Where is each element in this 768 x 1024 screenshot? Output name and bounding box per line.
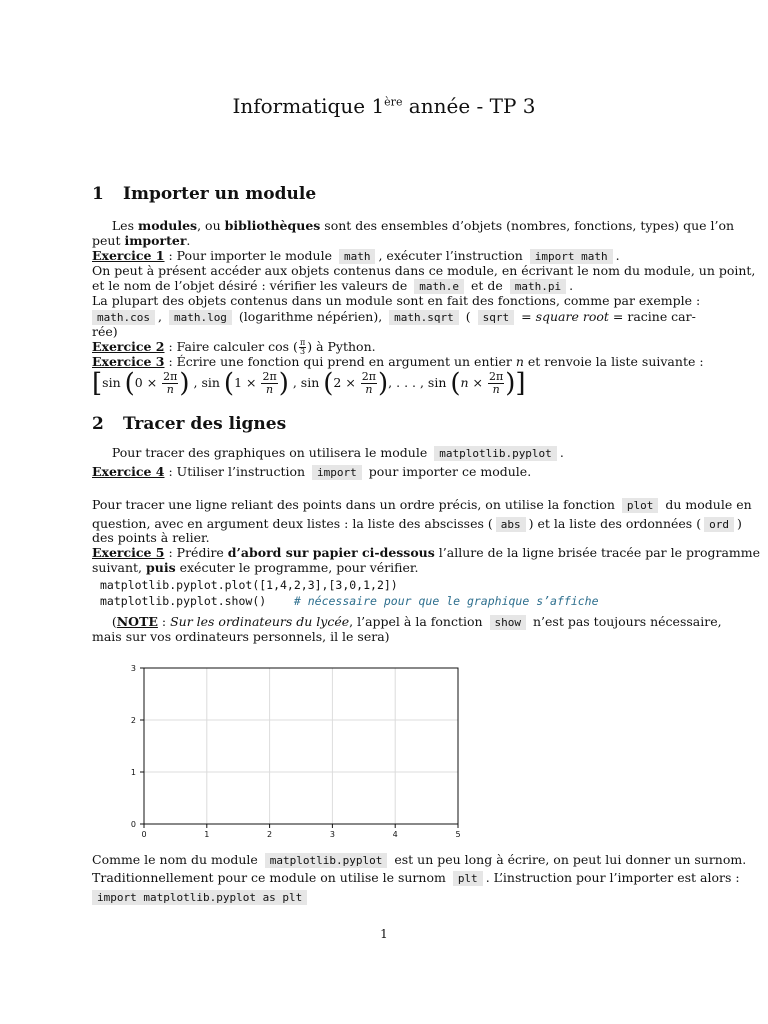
section-1-heading: 1 Importer un module: [92, 184, 317, 204]
document-title: Informatique 1ère année - TP 3: [232, 94, 536, 118]
s2-paragraph-3-cont: Traditionnellement pour ce module on utilise le surnom plt . L’instruction pour l’importer est alors :: [92, 870, 740, 885]
exercise-4: Exercice 4 : Utiliser l’instruction import pour importer ce module.: [92, 464, 532, 479]
s1-paragraph-3: La plupart des objets contenus dans un module sont en fait des fonctions, comme par exemple :: [92, 293, 701, 308]
s1-paragraph-3-cont: math.cos , math.log (logarithme népérien), math.sqrt ( sqrt = square root = racine car-: [92, 309, 675, 325]
code-comment: # nécessaire pour que le graphique s’affiche: [293, 594, 599, 608]
code-line-2: matplotlib.pyplot.show() # nécessaire pour que le graphique s’affiche: [100, 594, 599, 608]
x-tick-label: 0: [141, 830, 147, 839]
exercise-3-formula: [sin (0 × $\frac{2\pi}{n}$ ) , sin (1 × $\frac{2\pi}{n}$ ) , sin (2 × $\frac{2\pi}{n}$ ), . . . , sin (n × $\frac{2\pi}{n}$ )]: [92, 368, 526, 399]
s1-paragraph-3-end: rée): [92, 324, 118, 339]
exercise-3: Exercice 3 : Écrire une fonction qui prend en argument un entier n et renvoie la liste suivante :: [92, 354, 704, 369]
s2-paragraph-3: Comme le nom du module matplotlib.pyplot est un peu long à écrire, on peut lui donner un surnom.: [92, 852, 747, 867]
s2-paragraph-2-end: des points à relier.: [92, 530, 210, 545]
s1-paragraph-2: On peut à présent accéder aux objets contenus dans ce module, en écrivant le nom du module, un point,: [92, 263, 756, 278]
code-line-1: matplotlib.pyplot.plot([1,4,2,3],[3,0,1,2]): [100, 578, 398, 592]
s2-paragraph-2-cont: question, avec en argument deux listes : la liste des abscisses ( abs ) et la liste des ordonnées ( ord ): [92, 516, 742, 531]
y-tick-label: 1: [130, 768, 136, 777]
s2-paragraph-2: Pour tracer une ligne reliant des points dans un ordre précis, on utilise la fonction plot du module en: [92, 497, 752, 512]
plot-frame: [144, 668, 458, 824]
note-paragraph-cont: mais sur vos ordinateurs personnels, il le sera): [92, 629, 390, 644]
s2-import-alias-code: import matplotlib.pyplot as plt: [92, 889, 675, 905]
note-paragraph: (NOTE : Sur les ordinateurs du lycée, l’appel à la fonction show n’est pas toujours nécessaire,: [92, 614, 722, 629]
x-tick-label: 5: [455, 830, 461, 839]
exercise-5: Exercice 5 : Prédire d’abord sur papier ci-dessous l’allure de la ligne brisée tracée par le programme: [92, 545, 761, 560]
exercise-5-cont: suivant, puis exécuter le programme, pour vérifier.: [92, 560, 419, 575]
y-tick-label: 0: [130, 820, 136, 829]
x-tick-label: 1: [204, 830, 210, 839]
section-2-heading: 2 Tracer des lignes: [92, 414, 287, 434]
exercise-1: Exercice 1 : Pour importer le module math , exécuter l’instruction import math .: [92, 248, 620, 263]
s1-paragraph-1-cont: peut importer.: [92, 233, 191, 248]
x-tick-label: 3: [329, 830, 335, 839]
y-tick-label: 3: [130, 664, 136, 673]
x-tick-label: 4: [392, 830, 398, 839]
empty-line-chart: [120, 660, 470, 840]
s2-paragraph-1: Pour tracer des graphiques on utilisera le module matplotlib.pyplot .: [111, 445, 564, 460]
s1-paragraph-1: Les modules, ou bibliothèques sont des ensembles d’objets (nombres, fonctions, types) que l’on: [111, 218, 735, 233]
y-tick-label: 2: [130, 716, 136, 725]
s1-paragraph-2-cont: et le nom de l’objet désiré : vérifier les valeurs de math.e et de math.pi .: [92, 278, 574, 293]
page-number: 1: [380, 927, 388, 941]
x-tick-label: 2: [267, 830, 273, 839]
exercise-2: Exercice 2 : Faire calculer cos ( $\frac{\pi}{3}$ ) à Python.: [92, 338, 376, 356]
